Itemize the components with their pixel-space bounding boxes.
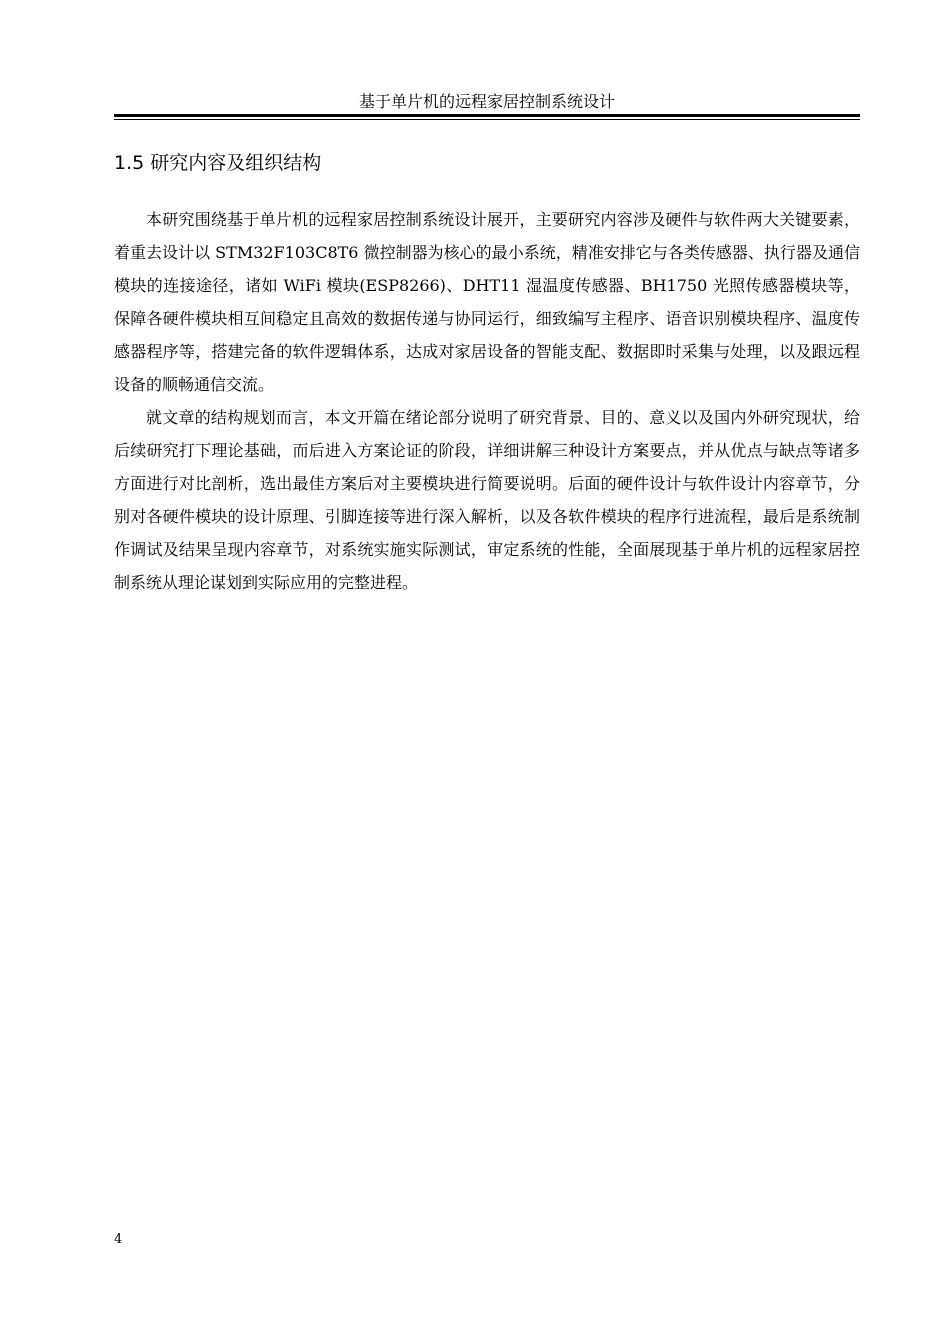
header-rule-thick [114,114,860,117]
running-header: 基于单片机的远程家居控制系统设计 [358,92,615,111]
section-heading: 1.5 研究内容及组织结构 [114,152,322,174]
paragraph-thesis-structure: 就文章的结构规划而言，本文开篇在绪论部分说明了研究背景、目的、意义以及国内外研究现状，给后续研究打下理论基础，而后进入方案论证的阶段，详细讲解三种设计方案要点，并从优点与缺点等诸多方面进行对比剖析，选出最佳方案后对主要模块进行简要说明。后面的硬件设计与软件设计内容章节，分别对各硬件模块的设计原理、引脚连接等进行深入解析，以及各软件模块的程序行进流程，最后是系统制作调试及结果呈现内容章节，对系统实施实际测试，审定系统的性能，全面展现基于单片机的远程家居控制系统从理论谋划到实际应用的完整进程。 [114,408,860,592]
page-number: 4 [114,1232,123,1247]
body-text [114,203,860,599]
header-rule-thin [114,119,860,120]
paragraph-research-content: 本研究围绕基于单片机的远程家居控制系统设计展开，主要研究内容涉及硬件与软件两大关键要素，着重去设计以 STM32F103C8T6 微控制器为核心的最小系统，精准安排它与各类传感器、执行器及通信模块的连接途径，诸如 WiFi 模块(ESP8266)、DHT11 湿温度传感器、BH1750 光照传感器模块等，保障各硬件模块相互间稳定且高效的数据传递与协同运行，细致编写主程序、语音识别模块程序、温度传感器程序等，搭建完备的软件逻辑体系，达成对家居设备的智能支配、数据即时采集与处理，以及跟远程设备的顺畅通信交流。 [114,210,860,394]
